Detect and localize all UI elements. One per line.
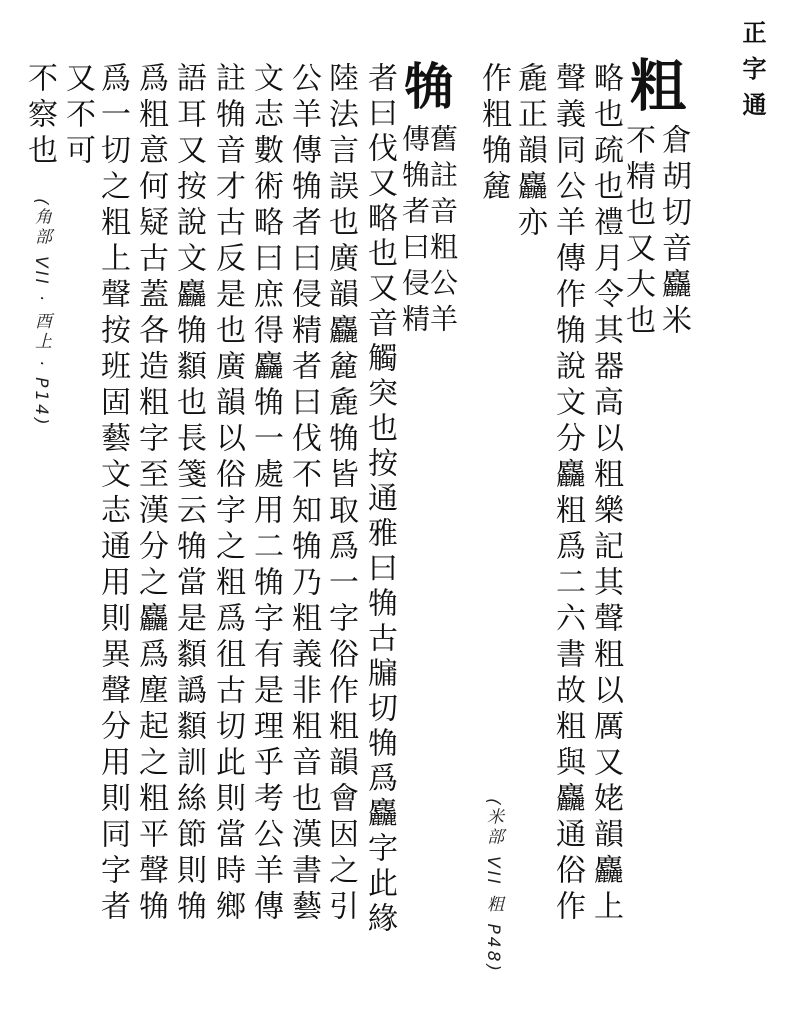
handwritten-note: (角部 VII · 酉上 · P14) — [31, 198, 51, 428]
headword: 觕 — [396, 60, 455, 110]
gloss-column: 傳觕者曰侵精 — [398, 124, 431, 340]
gloss-column: 舊註音粗公羊 — [426, 124, 459, 340]
text-column: 麁正韻麤亦 — [512, 62, 547, 242]
gloss-column: 倉胡切音麤米 — [656, 124, 691, 340]
text-column: 略也疏也禮月令其器高以粗樂記其聲粗以厲又姥韻麤上 — [588, 62, 623, 926]
text-column: 又不可 — [60, 62, 95, 170]
headword: 粗 — [621, 56, 687, 112]
text-column: 註觕音才古反是也廣韻以俗字之粗爲徂古切此則當時鄉 — [210, 62, 245, 926]
text-column: 作粗觕麄 — [476, 62, 511, 206]
text-column: 聲義同公羊傳作觕說文分麤粗爲二六書故粗與麤通俗作 — [550, 62, 585, 926]
handwritten-note: (米部 VII 粗 P48) — [483, 798, 503, 975]
text-column: 公羊傳觕者曰侵精者曰伐不知觕乃粗義非粗音也漢書藝 — [286, 62, 321, 926]
text-column: 爲粗意何疑古蓋各造粗字至漢分之麤爲塵起之粗平聲觕 — [133, 62, 168, 926]
gloss-column: 不精也又大也 — [620, 124, 655, 340]
text-column: 爲一切之粗上聲按班固藝文志通用則異聲分用則同字者 — [95, 62, 130, 926]
text-column: 語耳又按說文麤觕纇也長箋云觕當是纇譌纇訓絲節則觕 — [171, 62, 206, 926]
text-column: 者曰伐又略也又音觸突也按通雅曰觕古牖切觕爲麤字此緣 — [362, 62, 397, 937]
page-header-title: 正字通 — [738, 20, 767, 128]
text-column: 不察也 — [22, 62, 57, 170]
text-column: 文志數術略曰庶得麤觕一處用二觕字有是理乎考公羊傳 — [248, 62, 283, 926]
text-column: 陸法言誤也廣韻麤麄麁觕皆取爲一字俗作粗韻會因之引 — [323, 62, 358, 926]
